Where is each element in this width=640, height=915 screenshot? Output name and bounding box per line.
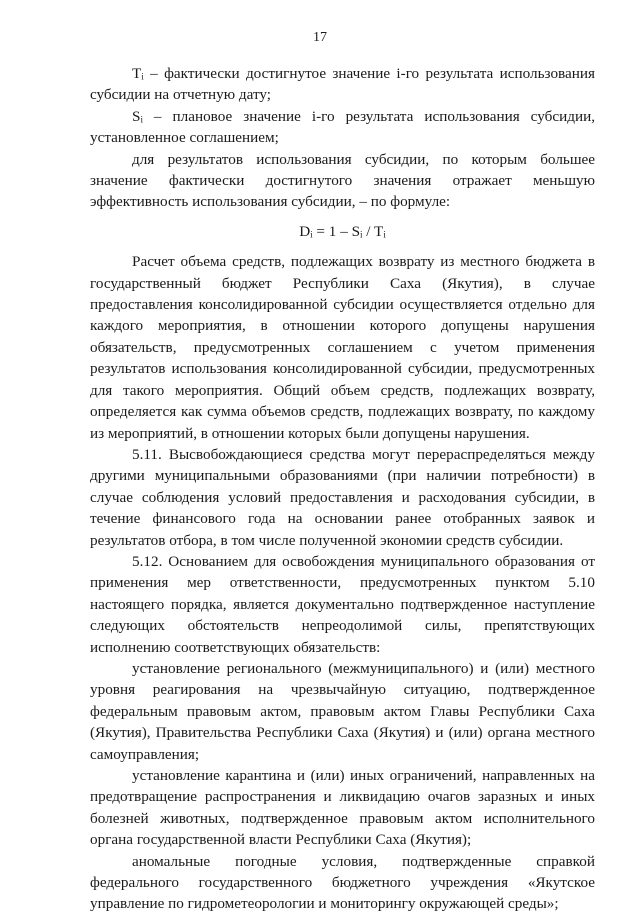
paragraph-refund-calculation: Расчет объема средств, подлежащих возврату из местного бюджета в государственный бюджет Республики Саха (Якутия), в случае предоставления консолидированной субсидии осуществляется отдельно для каждого мероприятия, в отношении которого допущены нарушения обязательств, предусмотренных соглашением с учетом применения результатов использования консолидированной субсидии, предусмотренных для такого мероприятия. Общий объем средств, подлежащих возврату, определяется как сумма объемов средств, подлежащих возврату, по каждому из мероприятий, в отношении которых были допущены нарушения.	[90, 253, 595, 442]
paragraph-s-definition: Sᵢ – плановое значение i-го результата использования субсидии, установленное соглашением;	[90, 107, 595, 147]
paragraph-emergency-response: установление регионального (межмуниципального) и (или) местного уровня реагирования на чрезвычайную ситуацию, подтвержденное федеральным правовым актом, правовым актом Главы Республики Саха (Якутия), Правительства Республики Саха (Якутия) и (или) органа местного самоуправления;	[90, 659, 595, 763]
paragraph-5-11: 5.11. Высвобождающиеся средства могут перераспределяться между другими муниципальными образованиями (при наличии потребности) в случае соблюдения условий предоставления и расходования субсидии, в течение финансового года на основании ранее отобранных заявок и результатов отбора, в том числе полученной экономии средств субсидии.	[90, 445, 595, 549]
document-body	[90, 63, 595, 915]
page-number: 17	[313, 30, 327, 45]
paragraph-5-12: 5.12. Основанием для освобождения муниципального образования от применения мер ответственности, предусмотренных пунктом 5.10 настоящего порядка, является документально подтвержденное наступление следующих обстоятельств непреодолимой силы, препятствующих исполнению соответствующих обязательств:	[90, 552, 595, 656]
paragraph-weather-conditions: аномальные погодные условия, подтвержденные справкой федерального государственного бюджетного учреждения «Якутское управление по гидрометеорологии и мониторингу окружающей среды»;	[90, 852, 595, 913]
paragraph-formula-intro: для результатов использования субсидии, по которым большее значение фактически достигнутого значения отражает меньшую эффективность использования субсидии, – по формуле:	[90, 150, 595, 211]
formula: Dᵢ = 1 – Sᵢ / Tᵢ	[299, 222, 386, 240]
paragraph-t-definition: Tᵢ – фактически достигнутое значение i-го результата использования субсидии на отчетную дату;	[90, 65, 595, 104]
paragraph-quarantine: установление карантина и (или) иных ограничений, направленных на предотвращение распространения и ликвидацию очагов заразных и иных болезней животных, подтвержденное правовым актом исполнительного органа государственной власти Республики Саха (Якутия);	[90, 767, 595, 849]
